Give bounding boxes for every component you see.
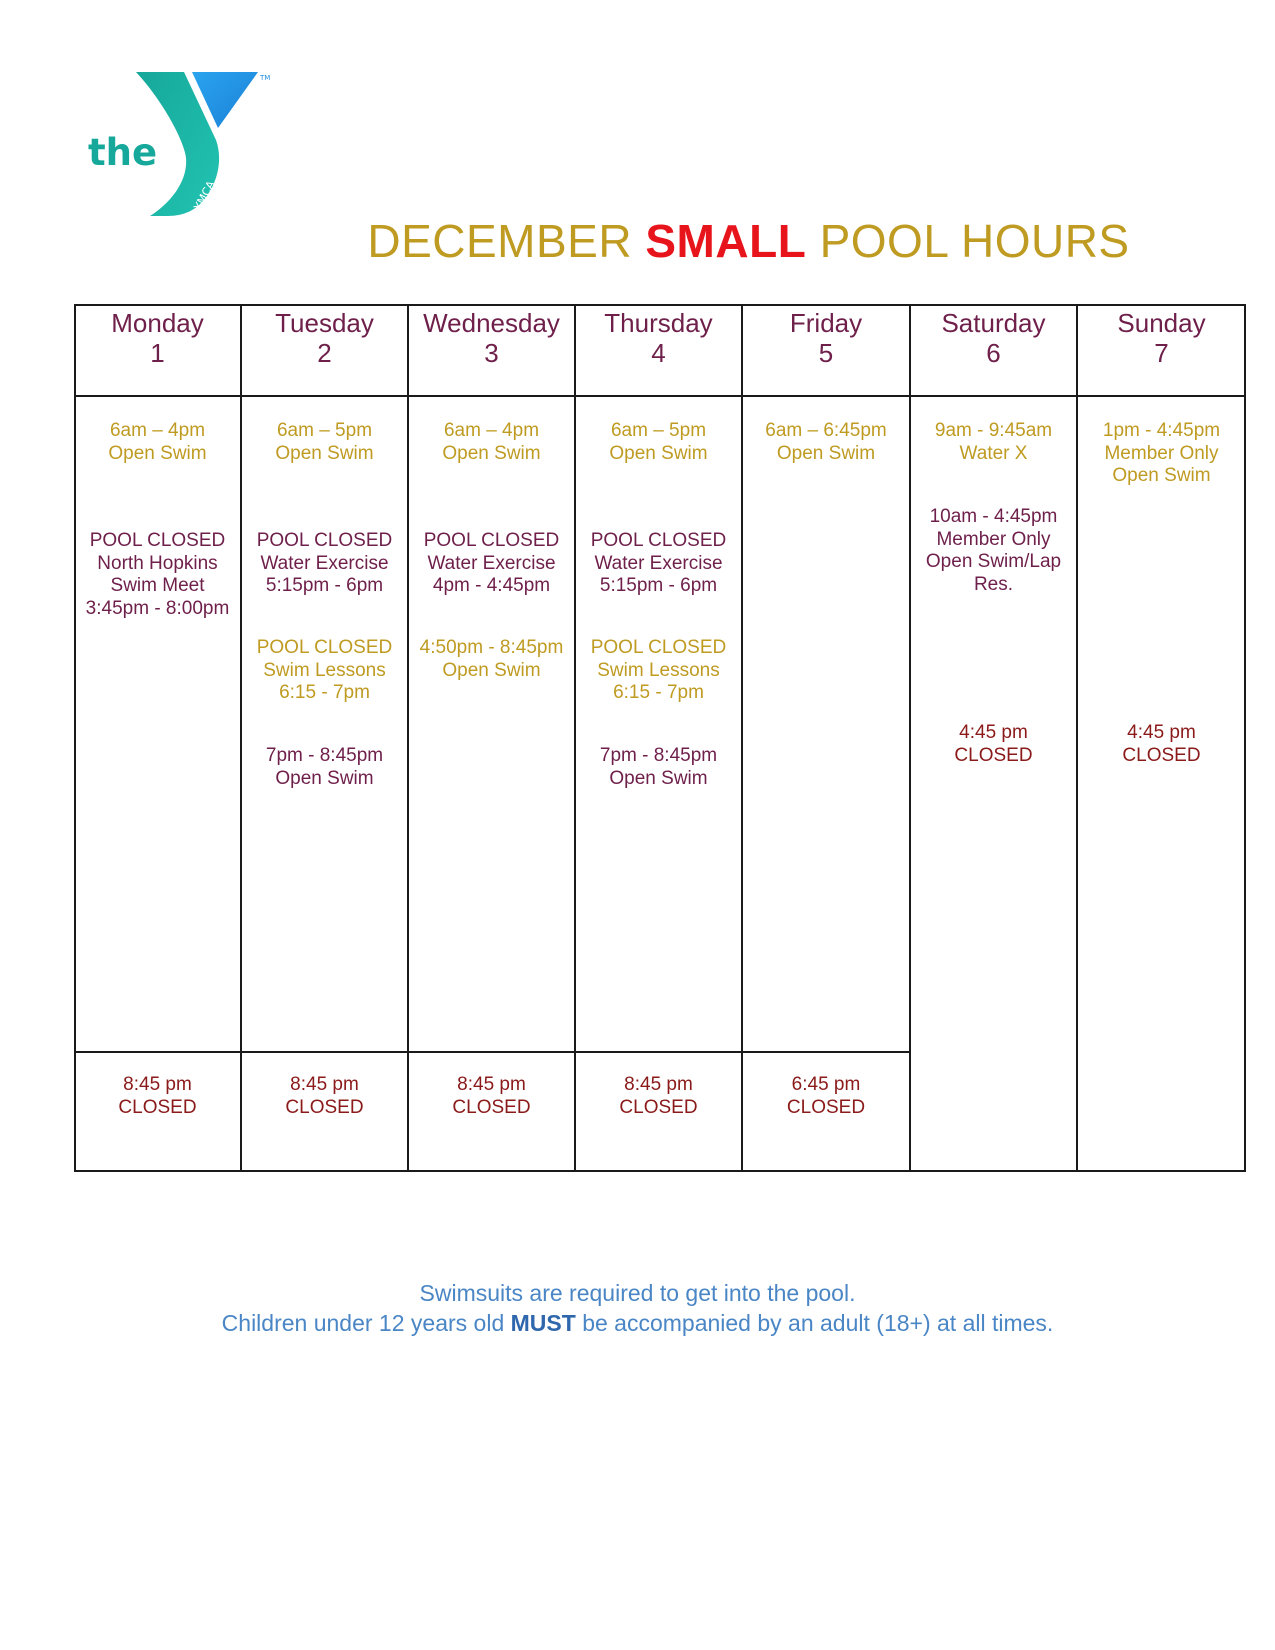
- schedule-entry: [910, 420, 1077, 465]
- entry-activity: Swim Meet: [110, 575, 205, 596]
- day-header-sunday: [1077, 304, 1246, 396]
- entry-activity: Water Exercise: [260, 552, 389, 574]
- closing-entry: [1077, 722, 1246, 767]
- day-date: 4: [651, 338, 666, 368]
- entry-activity: Res.: [973, 573, 1014, 595]
- entry-activity: Swim Lessons: [597, 659, 720, 681]
- day-name: Friday: [789, 308, 863, 338]
- entry-time: 6:15 - 7pm: [279, 682, 370, 703]
- entry-status: POOL CLOSED: [256, 530, 393, 551]
- schedule-entry: [241, 637, 408, 705]
- entry-time: 4:45 pm: [1127, 722, 1196, 743]
- day-name: Wednesday: [423, 308, 560, 338]
- entry-time: 4:45 pm: [959, 722, 1028, 743]
- entry-time: 5:15pm - 6pm: [265, 575, 384, 596]
- schedule-entry: [408, 637, 575, 682]
- entry-time: 4pm - 4:45pm: [432, 575, 551, 596]
- entry-status: CLOSED: [1122, 744, 1201, 766]
- day-name: Monday: [111, 308, 204, 338]
- supervision-note: [0, 1308, 1275, 1338]
- entry-time: 3:45pm - 8:00pm: [85, 597, 230, 619]
- day-header-monday: [74, 304, 241, 396]
- closing-entry: [74, 1052, 241, 1119]
- day-name: Sunday: [1117, 308, 1206, 338]
- title-highlight: SMALL: [645, 215, 807, 267]
- entry-activity: Member Only: [936, 528, 1051, 550]
- page-title: [0, 214, 1275, 268]
- entry-activity: Water Exercise: [427, 552, 556, 574]
- entry-activity: Water Exercise: [594, 552, 723, 574]
- entry-status: POOL CLOSED: [590, 530, 727, 551]
- entry-activity: Open Swim: [1112, 465, 1211, 486]
- title-prefix: DECEMBER: [367, 215, 633, 267]
- schedule-entry: [408, 420, 575, 465]
- schedule-entry: [74, 420, 241, 465]
- day-name: Saturday: [941, 308, 1046, 338]
- ymca-logo: [88, 70, 278, 220]
- day-date: 6: [986, 338, 1001, 368]
- schedule-entry: [575, 637, 742, 705]
- schedule-entry: [408, 530, 575, 598]
- entry-time: 8:45 pm: [290, 1074, 359, 1095]
- entry-status: CLOSED: [619, 1096, 698, 1118]
- entry-time: 10am - 4:45pm: [929, 506, 1058, 527]
- entry-status: CLOSED: [954, 744, 1033, 766]
- svg-text:TM: TM: [260, 74, 271, 82]
- day-name: Thursday: [604, 308, 713, 338]
- entry-status: POOL CLOSED: [423, 530, 560, 551]
- entry-activity: Open Swim: [275, 442, 374, 464]
- swimsuit-note: [0, 1278, 1275, 1308]
- closing-entry: [575, 1052, 742, 1119]
- day-date: 5: [818, 338, 834, 368]
- entry-activity: Open Swim: [108, 442, 207, 464]
- schedule-entry: [241, 745, 408, 790]
- note-text: Swimsuits are required to get into the pool.: [419, 1280, 856, 1306]
- entry-status: CLOSED: [452, 1096, 531, 1118]
- schedule-table: [74, 304, 1246, 1172]
- entry-activity: Open Swim: [442, 659, 541, 681]
- day-header-saturday: [910, 304, 1077, 396]
- ymca-logo-icon: [88, 70, 278, 220]
- entry-time: 6am – 6:45pm: [765, 420, 887, 441]
- entry-time: 5:15pm - 6pm: [599, 575, 718, 596]
- entry-time: 8:45 pm: [624, 1074, 693, 1095]
- entry-time: 6:45 pm: [791, 1074, 861, 1095]
- note-emphasis: MUST: [510, 1310, 576, 1336]
- schedule-entry: [241, 530, 408, 598]
- note-text: Children under 12 years old: [221, 1310, 505, 1336]
- schedule-entry: [575, 530, 742, 598]
- entry-time: 6am – 4pm: [109, 420, 206, 441]
- entry-time: 9am - 9:45am: [934, 420, 1053, 441]
- day-name: Tuesday: [275, 308, 374, 338]
- schedule-entry: [241, 420, 408, 465]
- day-date: 2: [317, 338, 332, 368]
- schedule-entry: [74, 530, 241, 620]
- entry-time: 7pm - 8:45pm: [265, 745, 384, 766]
- entry-time: 8:45 pm: [123, 1074, 192, 1095]
- note-text: be accompanied by an adult (18+) at all times.: [582, 1310, 1054, 1336]
- entry-time: 4:50pm - 8:45pm: [419, 637, 564, 658]
- entry-activity: North Hopkins: [97, 552, 218, 574]
- entry-activity: Open Swim: [609, 442, 708, 464]
- schedule-entry: [742, 420, 910, 465]
- closing-entry: [241, 1052, 408, 1119]
- schedule-entry: [575, 420, 742, 465]
- day-header-wednesday: [408, 304, 575, 396]
- day-header-friday: [742, 304, 910, 396]
- schedule-entry: [1077, 420, 1246, 488]
- entry-status: POOL CLOSED: [89, 530, 226, 551]
- entry-time: 6:15 - 7pm: [613, 682, 704, 703]
- entry-activity: Water X: [959, 442, 1028, 464]
- entry-activity: Open Swim: [442, 442, 541, 464]
- day-date: 1: [150, 338, 165, 368]
- entry-activity: Member Only: [1104, 442, 1219, 464]
- entry-activity: Open Swim: [609, 767, 708, 789]
- entry-status: CLOSED: [786, 1096, 866, 1118]
- schedule-entry: [575, 745, 742, 790]
- entry-time: 7pm - 8:45pm: [599, 745, 718, 766]
- svg-text:YMCA: YMCA: [191, 178, 218, 213]
- entry-time: 6am – 5pm: [610, 420, 707, 441]
- entry-time: 8:45 pm: [457, 1074, 526, 1095]
- entry-activity: Swim Lessons: [263, 659, 386, 681]
- entry-status: POOL CLOSED: [256, 637, 393, 658]
- entry-status: CLOSED: [118, 1096, 197, 1118]
- closing-entry: [910, 722, 1077, 767]
- day-header-tuesday: [241, 304, 408, 396]
- entry-activity: Open Swim: [275, 767, 374, 789]
- entry-status: CLOSED: [285, 1096, 364, 1118]
- closing-entry: [408, 1052, 575, 1119]
- entry-status: POOL CLOSED: [590, 637, 727, 658]
- day-date: 7: [1154, 338, 1169, 368]
- day-date: 3: [484, 338, 499, 368]
- entry-activity: Open Swim: [776, 442, 876, 464]
- entry-time: 6am – 5pm: [276, 420, 373, 441]
- entry-activity: Open Swim/Lap: [925, 551, 1062, 572]
- entry-time: 1pm - 4:45pm: [1102, 420, 1221, 441]
- svg-text:the: the: [88, 131, 158, 174]
- schedule-entry: [910, 506, 1077, 596]
- day-header-thursday: [575, 304, 742, 396]
- entry-time: 6am – 4pm: [443, 420, 540, 441]
- closing-entry: [742, 1052, 910, 1119]
- title-suffix: POOL HOURS: [819, 215, 1130, 267]
